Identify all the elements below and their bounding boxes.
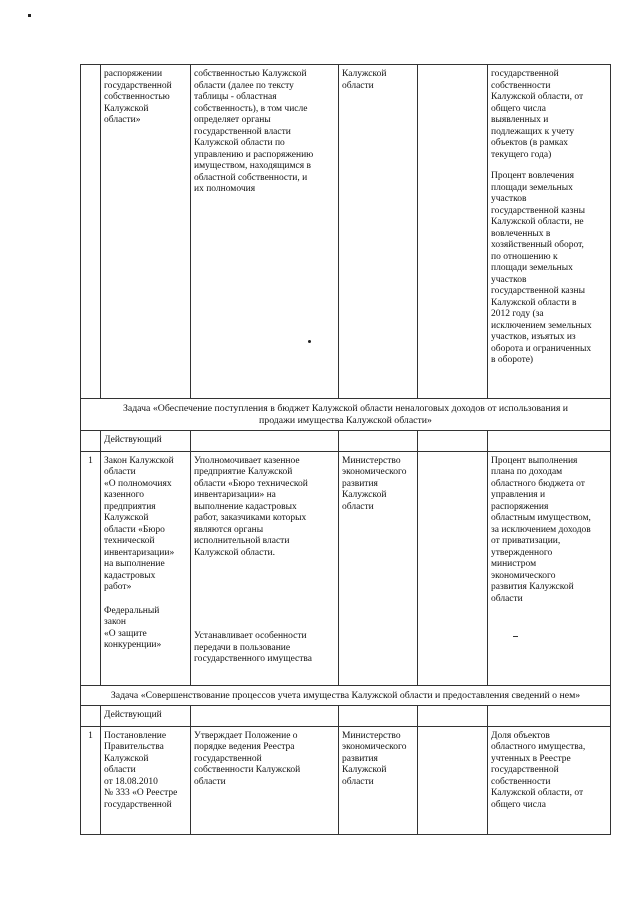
cell-indicator: Доля объектов областного имущества, учтенных в Реестре государственной собственности Калужской области, от общего числа <box>488 726 611 834</box>
cell-number: 1 <box>81 451 101 685</box>
status-label: Действующий <box>101 706 191 727</box>
cell-act-content <box>191 451 339 685</box>
cell-number <box>81 706 101 727</box>
cell-act-content: Утверждает Положение о порядке ведения Реестра государственной собственности Калужской области <box>191 726 339 834</box>
cell-responsible: Министерство экономического развития Калужской области <box>339 451 418 685</box>
cell-deadline <box>418 451 488 685</box>
cell-act-name: Постановление Правительства Калужской области от 18.08.2010 № 333 «О Реестре государственной <box>101 726 191 834</box>
table-row <box>81 65 611 399</box>
act-content: Уполномочивает казенное предприятие Калужской области «Бюро технической инвентаризации» на выполнение кадастровых работ, заказчиками которых являются органы исполнительной власти Калужской области. <box>194 455 308 558</box>
act-name: Закон Калужской области «О полномочиях казенного предприятия Калужской области «Бюро технической инвентаризации» на выполнение кадастровых работ» <box>104 455 175 592</box>
cell-act-content: собственностью Калужской области (далее по тексту таблицы - областная собственность), в том числе определяет органы государственной власти Калужской области по управлению и распоряжению имуществом, находящимся в областной собственности, и их полномочия <box>191 65 339 399</box>
cell-indicator <box>488 65 611 399</box>
cell-number <box>81 431 101 452</box>
indicator-text: Процент вовлечения площади земельных участков государственной казны Калужской области, не вовлеченных в хозяйственный оборот, по отношению к площади земельных участков государственной казны Калужской области в 2012 году (за исключением земельных участков, изъятых из оборота и ограниченных в обороте) <box>491 171 592 365</box>
act-name: Федеральный закон «О защите конкуренции» <box>104 605 162 650</box>
cell-responsible: Калужской области <box>339 65 418 399</box>
status-row <box>81 431 611 452</box>
cell-number: 1 <box>81 726 101 834</box>
task-row <box>81 399 611 431</box>
table-row <box>81 726 611 834</box>
cell-deadline <box>418 726 488 834</box>
program-table <box>80 64 611 835</box>
task-heading: Задача «Совершенствование процессов учета имущества Калужской области и предоставления сведений о нем» <box>81 685 611 706</box>
status-label: Действующий <box>101 431 191 452</box>
act-content: Устанавливает особенности передачи в пользование государственного имущества <box>194 631 312 664</box>
scan-dot <box>308 340 311 343</box>
status-row <box>81 706 611 727</box>
cell-act-name: распоряжении государственной собственностью Калужской области» <box>101 65 191 399</box>
cell-number <box>81 65 101 399</box>
cell-indicator: Процент выполнения плана по доходам областного бюджета от управления и распоряжения областным имуществом, за исключением доходов от приватизации, утвержденного министром экономического развития Калужской области <box>488 451 611 685</box>
scan-speck <box>28 14 31 17</box>
task-heading: Задача «Обеспечение поступления в бюджет Калужской области неналоговых доходов от использования и продажи имущества Калужской области» <box>81 399 611 431</box>
task-row <box>81 685 611 706</box>
cell-act-name <box>101 451 191 685</box>
scan-dash <box>513 636 518 637</box>
cell-responsible: Министерство экономического развития Калужской области <box>339 726 418 834</box>
cell-deadline <box>418 65 488 399</box>
table-row <box>81 451 611 685</box>
indicator-text: государственной собственности Калужской области, от общего числа выявленных и подлежащих к учету объектов (в рамках текущего года) <box>491 69 584 160</box>
